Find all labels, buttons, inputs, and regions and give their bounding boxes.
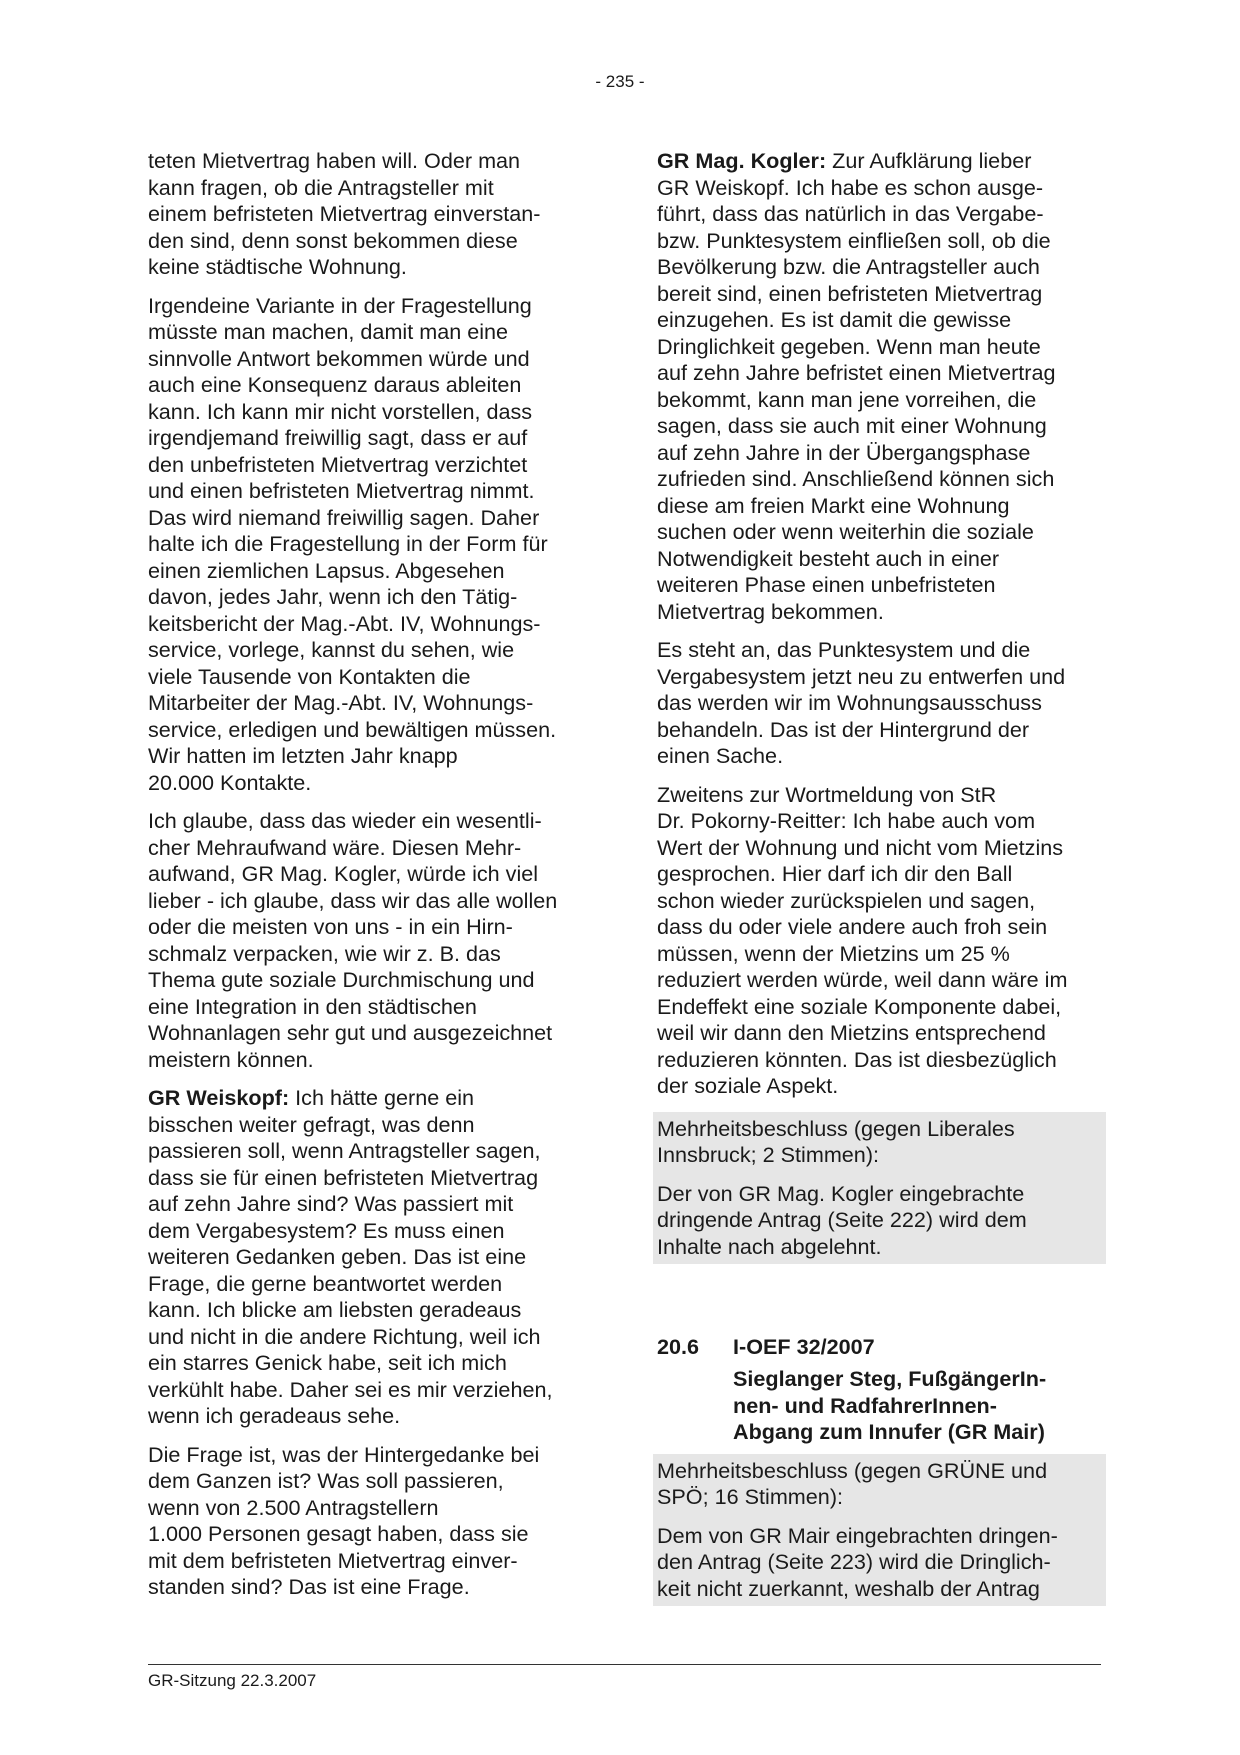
text-line: sagen, dass sie auch mit einer Wohnung — [657, 413, 1047, 438]
text-line: Mietvertrag bekommen. — [657, 598, 884, 624]
text-line: halte ich die Fragestellung in der Form für — [148, 531, 548, 556]
text-line: service, erledigen und bewältigen müssen. — [148, 716, 557, 742]
text-line: schmalz verpacken, wie wir z. B. das — [148, 940, 501, 966]
text-line: kann. Ich blicke am liebsten geradeaus — [148, 1297, 522, 1322]
text-line: Innsbruck; 2 Stimmen): — [657, 1142, 880, 1167]
text-line: verkühlt habe. Daher sei es mir verziehen, — [148, 1376, 553, 1402]
text-line: mit dem befristeten Mietvertrag einver- — [148, 1547, 518, 1573]
page-number: - 235 - — [595, 72, 645, 91]
text-line: irgendjemand freiwillig sagt, dass er auf — [148, 425, 528, 450]
text-line: und einen befristeten Mietvertrag nimmt. — [148, 478, 535, 503]
text-line: service, vorlege, kannst du sehen, wie — [148, 637, 515, 662]
text-line: dem Ganzen ist? Was soll passieren, — [148, 1468, 504, 1493]
text-line: weil wir dann den Mietzins entsprechend — [657, 1020, 1046, 1045]
text-line: suchen oder wenn weiterhin die soziale — [657, 519, 1034, 544]
text-line: Vergabesystem jetzt neu zu entwerfen und — [657, 663, 1066, 689]
text-line: einen Sache. — [657, 743, 784, 768]
text-line: Dr. Pokorny-Reitter: Ich habe auch vom — [657, 808, 1036, 833]
text-line: Wohnanlagen sehr gut und ausgezeichnet — [148, 1020, 553, 1045]
resolution-text — [657, 1181, 1102, 1261]
text-line: auch eine Konsequenz daraus ableiten — [148, 372, 522, 397]
resolution-text — [657, 1523, 1102, 1603]
text-line: wenn ich geradeaus sehe. — [148, 1403, 401, 1428]
text-line: keitsbericht der Mag.-Abt. IV, Wohnungs- — [148, 610, 541, 636]
text-line: aufwand, GR Mag. Kogler, würde ich viel — [148, 861, 539, 886]
text-line: den unbefristeten Mietvertrag verzichtet — [148, 451, 528, 477]
text-line: Frage, die gerne beantwortet werden — [148, 1270, 503, 1296]
text-line: Bevölkerung bzw. die Antragsteller auch — [657, 254, 1040, 279]
text-line: dem Vergabesystem? Es muss einen — [148, 1217, 505, 1243]
text-line: Zweitens zur Wortmeldung von StR — [657, 781, 997, 807]
text-line: 20.000 Kontakte. — [148, 769, 312, 795]
text-line: wenn von 2.500 Antragstellern — [148, 1494, 439, 1520]
text-line: Das wird niemand freiwillig sagen. Daher — [148, 504, 540, 530]
text-line: GR Weiskopf. Ich habe es schon ausge- — [657, 174, 1044, 200]
text-line: meistern können. — [148, 1046, 314, 1072]
resolution-box — [653, 1454, 1106, 1607]
footer-divider — [148, 1664, 1101, 1665]
paragraph-body — [657, 175, 1102, 626]
text-line: bekommt, kann man jene vorreihen, die — [657, 386, 1037, 412]
text-line: keit nicht zuerkannt, weshalb der Antrag — [657, 1575, 1040, 1601]
paragraph — [148, 808, 588, 1073]
text-line: keine städtische Wohnung. — [148, 254, 407, 279]
text-line: zufrieden sind. Anschließend können sich — [657, 466, 1055, 491]
resolution-type — [657, 1458, 1102, 1511]
text-line: viele Tausende von Kontakten die — [148, 663, 471, 689]
section-number: 20.6 — [657, 1334, 700, 1359]
speaker-paragraph — [657, 148, 1102, 625]
text-line: führt, dass das natürlich in das Vergabe- — [657, 201, 1044, 226]
text-line: davon, jedes Jahr, wenn ich den Tätig- — [148, 584, 518, 609]
text-line: müsste man machen, damit man eine — [148, 319, 509, 344]
text-line: dringende Antrag (Seite 222) wird dem — [657, 1207, 1027, 1232]
text-line: schon wieder zurückspielen und sagen, — [657, 887, 1036, 913]
text-line: 1.000 Personen gesagt haben, dass sie — [148, 1521, 529, 1546]
section-title — [733, 1366, 1102, 1446]
resolution-box — [653, 1112, 1106, 1265]
text-line: Ich glaube, dass das wieder ein wesentli- — [148, 808, 542, 833]
text-line: Abgang zum Innufer (GR Mair) — [733, 1419, 1045, 1444]
text-line: der soziale Aspekt. — [657, 1073, 839, 1098]
text-line: dass du oder viele andere auch froh sein — [657, 914, 1048, 939]
resolution-type — [657, 1116, 1102, 1169]
text-line: kann fragen, ob die Antragsteller mit — [148, 174, 494, 200]
text-line: passieren soll, wenn Antragsteller sagen, — [148, 1138, 541, 1163]
text-line: einen ziemlichen Lapsus. Abgesehen — [148, 557, 505, 583]
text-line: den sind, denn sonst bekommen diese — [148, 227, 518, 253]
text-line: ein starres Genick habe, seit ich mich — [148, 1350, 507, 1375]
text-line: einem befristeten Mietvertrag einverstan- — [148, 201, 541, 226]
text-line: Wir hatten im letzten Jahr knapp — [148, 743, 458, 768]
speaker-paragraph — [148, 1085, 588, 1430]
text-line: Dem von GR Mair eingebrachten dringen- — [657, 1522, 1058, 1548]
text-line: weiteren Phase einen unbefristeten — [657, 572, 996, 597]
first-line — [657, 148, 1102, 175]
text-line: Die Frage ist, was der Hintergedanke bei — [148, 1441, 540, 1467]
text-line: Inhalte nach abgelehnt. — [657, 1233, 882, 1259]
footer-text: GR-Sitzung 22.3.2007 — [148, 1671, 317, 1690]
text-line: teten Mietvertrag haben will. Oder man — [148, 148, 521, 173]
paragraph — [148, 148, 588, 281]
text-line: müssen, wenn der Mietzins um 25 % — [657, 940, 1010, 966]
text-line: Thema gute soziale Durchmischung und — [148, 967, 535, 992]
speaker-name: GR Weiskopf: — [148, 1085, 290, 1110]
section-code: I-OEF 32/2007 — [733, 1334, 875, 1359]
text-line: auf zehn Jahre sind? Was passiert mit — [148, 1191, 514, 1216]
text-line: diese am freien Markt eine Wohnung — [657, 492, 1010, 518]
text-line: Mehrheitsbeschluss (gegen GRÜNE und — [657, 1457, 1048, 1483]
left-column — [148, 148, 588, 1613]
text-line: SPÖ; 16 Stimmen): — [657, 1484, 844, 1509]
text-line: reduziert werden würde, weil dann wäre im — [657, 967, 1068, 992]
text-line: Mehrheitsbeschluss (gegen Liberales — [657, 1115, 1015, 1141]
text-line: eine Integration in den städtischen — [148, 993, 477, 1019]
text-line: dass sie für einen befristeten Mietvertrag — [148, 1164, 539, 1190]
speaker-text: Ich hätte gerne ein — [289, 1085, 475, 1110]
text-line: cher Mehraufwand wäre. Diesen Mehr- — [148, 834, 522, 860]
text-line: sinnvolle Antwort bekommen würde und — [148, 345, 530, 371]
text-line: auf zehn Jahre befristet einen Mietvertrag — [657, 360, 1056, 385]
text-line: weiteren Gedanken geben. Das ist eine — [148, 1244, 527, 1269]
text-line: bzw. Punktesystem einfließen soll, ob die — [657, 227, 1051, 253]
text-line: nen- und RadfahrerInnen- — [733, 1392, 997, 1418]
text-line: reduzieren könnten. Das ist diesbezüglich — [657, 1046, 1057, 1072]
text-line: Der von GR Mag. Kogler eingebrachte — [657, 1180, 1025, 1206]
text-line: Sieglanger Steg, FußgängerIn- — [733, 1366, 1047, 1391]
text-line: und nicht in die andere Richtung, weil ich — [148, 1323, 541, 1349]
text-line: gesprochen. Hier darf ich dir den Ball — [657, 861, 1013, 886]
speaker-text: Zur Aufklärung lieber — [826, 148, 1032, 173]
paragraph — [657, 637, 1102, 770]
text-line: einzugehen. Es ist damit die gewisse — [657, 307, 1012, 332]
paragraph — [148, 293, 588, 797]
text-line: lieber - ich glaube, dass wir das alle wollen — [148, 887, 558, 913]
speaker-name: GR Mag. Kogler: — [657, 148, 827, 173]
right-column — [657, 148, 1102, 1606]
paragraph — [148, 1442, 588, 1601]
text-line: kann. Ich kann mir nicht vorstellen, dass — [148, 398, 533, 424]
text-line: auf zehn Jahre in der Übergangsphase — [657, 439, 1031, 465]
text-line: bisschen weiter gefragt, was denn — [148, 1111, 475, 1137]
text-line: Irgendeine Variante in der Fragestellung — [148, 292, 532, 318]
text-line: Dringlichkeit gegeben. Wenn man heute — [657, 333, 1041, 359]
text-line: Endeffekt eine soziale Komponente dabei, — [657, 993, 1062, 1019]
text-line: den Antrag (Seite 223) wird die Dringlich- — [657, 1549, 1051, 1574]
text-line: standen sind? Das ist eine Frage. — [148, 1574, 470, 1599]
first-line — [148, 1085, 588, 1112]
text-line: das werden wir im Wohnungsausschuss — [657, 690, 1042, 715]
text-line: Wert der Wohnung und nicht vom Mietzins — [657, 834, 1064, 860]
text-line: behandeln. Das ist der Hintergrund der — [657, 716, 1030, 742]
paragraph-body — [148, 1112, 588, 1430]
text-line: Mitarbeiter der Mag.-Abt. IV, Wohnungs- — [148, 690, 534, 715]
text-line: Es steht an, das Punktesystem und die — [657, 637, 1031, 662]
text-line: bereit sind, einen befristeten Mietvertrag — [657, 280, 1043, 306]
text-line: Notwendigkeit besteht auch in einer — [657, 545, 1000, 571]
section-heading — [657, 1334, 1102, 1360]
text-line: oder die meisten von uns - in ein Hirn- — [148, 914, 513, 939]
paragraph — [657, 782, 1102, 1100]
